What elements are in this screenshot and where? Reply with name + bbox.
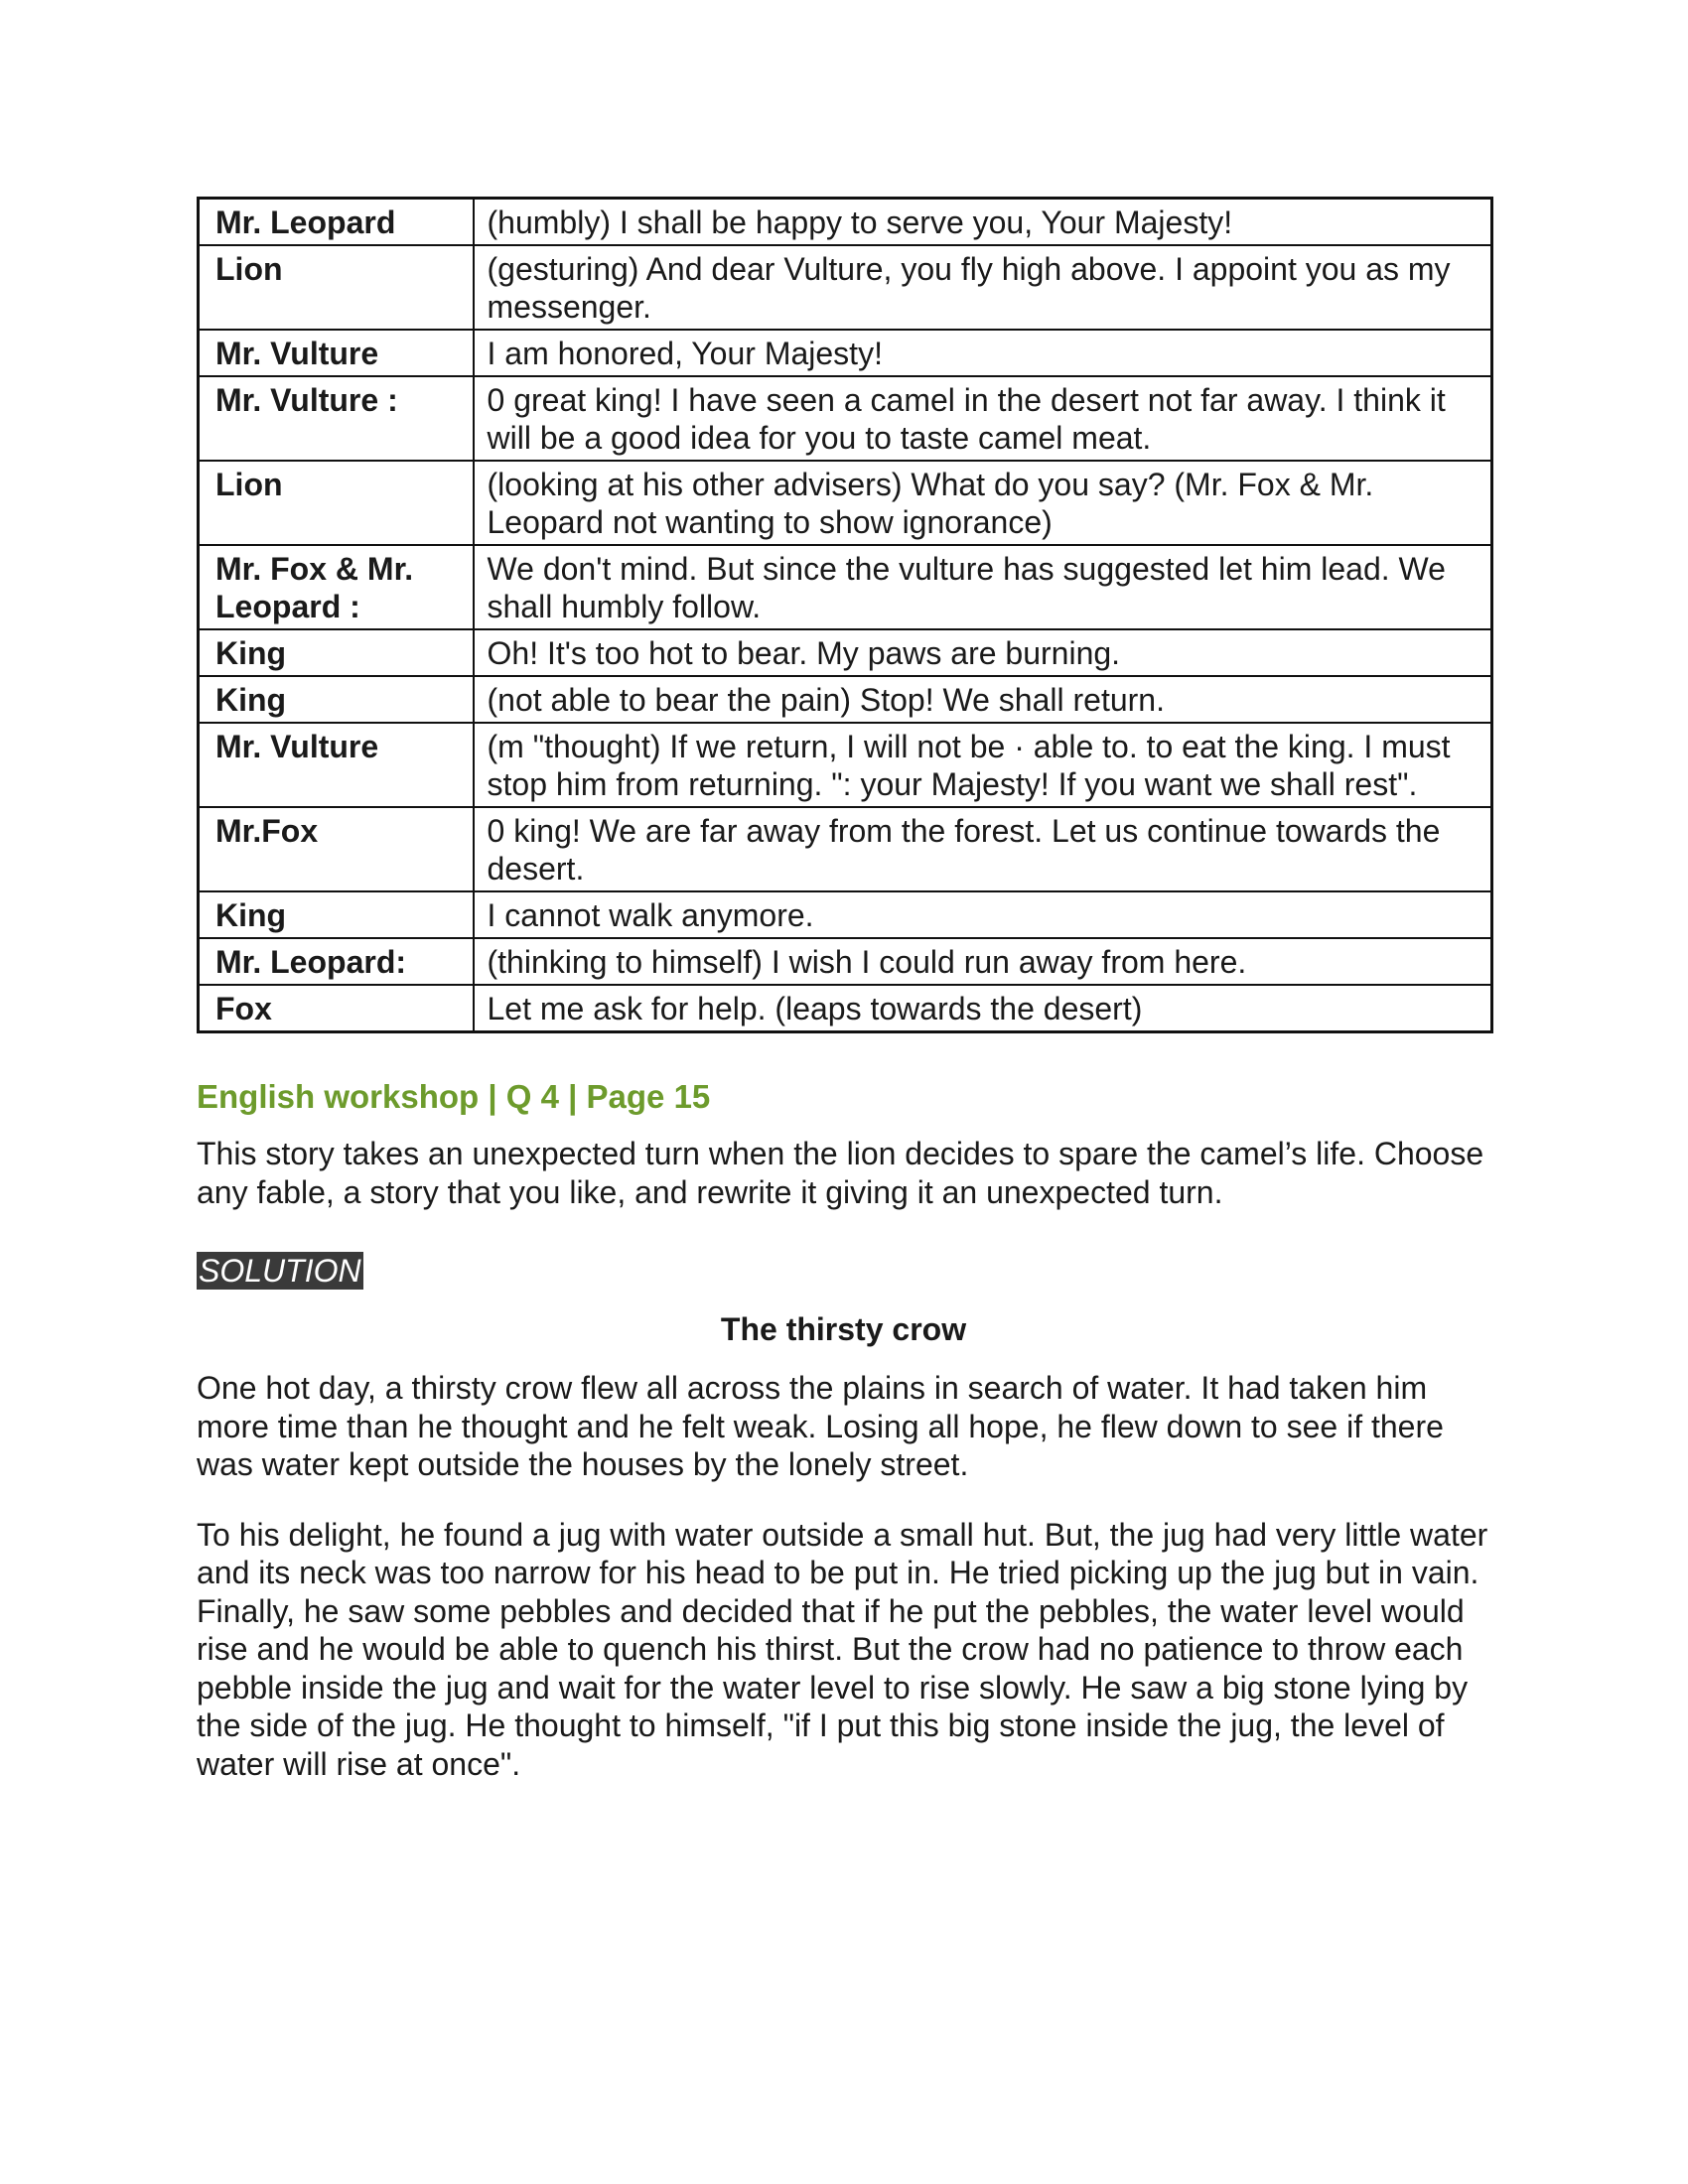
speaker-cell: Mr. Leopard:	[199, 938, 474, 985]
table-row	[199, 807, 1492, 891]
table-row	[199, 629, 1492, 676]
section-heading: English workshop | Q 4 | Page 15	[197, 1078, 711, 1115]
speaker-cell: King	[199, 629, 474, 676]
speaker-cell: Mr.Fox	[199, 807, 474, 891]
story-paragraph: To his delight, he found a jug with water outside a small hut. But, the jug had very little water and its neck was too narrow for his head to be put in. He tried picking up the jug but in vain. Finally, he saw some pebbles and decided that if he put the pebbles, the water level would rise and he would be able to quench his thirst. But the crow had no patience to throw each pebble inside the jug and wait for the water level to rise slowly. He saw a big stone lying by the side of the jug. He thought to himself, "if I put this big stone inside the jug, the level of water will rise at once".	[197, 1516, 1488, 1782]
table-row	[199, 545, 1492, 629]
table-row	[199, 938, 1492, 985]
line-cell: I cannot walk anymore.	[474, 891, 1492, 938]
speaker-cell: Mr. Vulture	[199, 330, 474, 376]
line-cell: (m "thought) If we return, I will not be · able to. to eat the king. I must stop him from returning. ": your Majesty! If you want we shall rest".	[474, 723, 1492, 807]
line-cell: (thinking to himself) I wish I could run away from here.	[474, 938, 1492, 985]
line-cell: I am honored, Your Majesty!	[474, 330, 1492, 376]
table-row	[199, 376, 1492, 461]
line-cell: (gesturing) And dear Vulture, you fly high above. I appoint you as my messenger.	[474, 245, 1492, 330]
line-cell: (not able to bear the pain) Stop! We shall return.	[474, 676, 1492, 723]
dialogue-table	[197, 197, 1493, 1033]
speaker-cell: Fox	[199, 985, 474, 1032]
story-paragraph: One hot day, a thirsty crow flew all across the plains in search of water. It had taken him more time than he thought and he felt weak. Losing all hope, he flew down to see if there was water kept outside the houses by the lonely street.	[197, 1370, 1444, 1482]
speaker-cell: Lion	[199, 245, 474, 330]
line-cell: 0 great king! I have seen a camel in the desert not far away. I think it will be a good idea for you to taste camel meat.	[474, 376, 1492, 461]
speaker-cell: Lion	[199, 461, 474, 545]
speaker-cell: Mr. Fox & Mr. Leopard :	[199, 545, 474, 629]
line-cell: Oh! It's too hot to bear. My paws are burning.	[474, 629, 1492, 676]
speaker-cell: Mr. Leopard	[199, 199, 474, 246]
table-row	[199, 330, 1492, 376]
line-cell: Let me ask for help. (leaps towards the desert)	[474, 985, 1492, 1032]
table-row	[199, 199, 1492, 246]
line-cell: (looking at his other advisers) What do you say? (Mr. Fox & Mr. Leopard not wanting to show ignorance)	[474, 461, 1492, 545]
line-cell: (humbly) I shall be happy to serve you, Your Majesty!	[474, 199, 1492, 246]
table-row	[199, 245, 1492, 330]
table-row	[199, 676, 1492, 723]
document-page	[197, 197, 1490, 1815]
story-title: The thirsty crow	[720, 1311, 967, 1347]
speaker-cell: Mr. Vulture	[199, 723, 474, 807]
table-row	[199, 723, 1492, 807]
speaker-cell: Mr. Vulture :	[199, 376, 474, 461]
speaker-cell: King	[199, 891, 474, 938]
speaker-cell: King	[199, 676, 474, 723]
line-cell: 0 king! We are far away from the forest. Let us continue towards the desert.	[474, 807, 1492, 891]
solution-label: SOLUTION	[199, 1253, 361, 1289]
table-row	[199, 461, 1492, 545]
question-text: This story takes an unexpected turn when the lion decides to spare the camel’s life. Choose any fable, a story that you like, and rewrite it giving it an unexpected turn.	[197, 1136, 1484, 1210]
table-row	[199, 891, 1492, 938]
line-cell: We don't mind. But since the vulture has suggested let him lead. We shall humbly follow.	[474, 545, 1492, 629]
table-row	[199, 985, 1492, 1032]
